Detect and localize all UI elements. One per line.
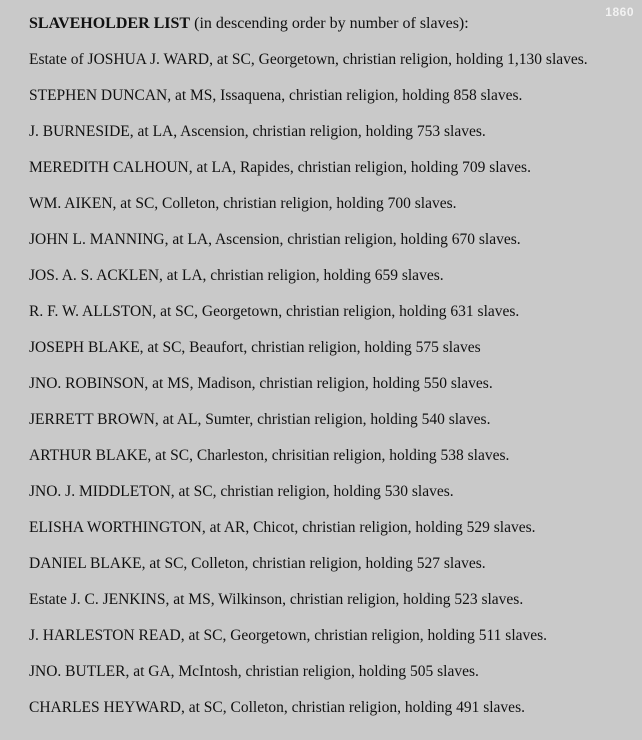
list-item: JOS. A. S. ACKLEN, at LA, christian religion, holding 659 slaves.	[29, 267, 444, 284]
list-heading	[29, 14, 469, 34]
list-item: Estate J. C. JENKINS, at MS, Wilkinson, christian religion, holding 523 slaves.	[29, 591, 524, 608]
list-item: DANIEL BLAKE, at SC, Colleton, christian religion, holding 527 slaves.	[29, 555, 486, 572]
list-item: JOHN L. MANNING, at LA, Ascension, christian religion, holding 670 slaves.	[29, 231, 521, 248]
list-item: Estate of JOSHUA J. WARD, at SC, Georgetown, christian religion, holding 1,130 slaves.	[29, 51, 588, 68]
list-item: STEPHEN DUNCAN, at MS, Issaquena, christian religion, holding 858 slaves.	[29, 87, 523, 104]
list-item: MEREDITH CALHOUN, at LA, Rapides, christian religion, holding 709 slaves.	[29, 159, 531, 176]
list-item: J. BURNESIDE, at LA, Ascension, christian religion, holding 753 slaves.	[29, 123, 486, 140]
list-item: CHARLES HEYWARD, at SC, Colleton, christian religion, holding 491 slaves.	[29, 699, 525, 716]
list-item: ELISHA WORTHINGTON, at AR, Chicot, christian religion, holding 529 slaves.	[29, 519, 536, 536]
list-item: J. HARLESTON READ, at SC, Georgetown, christian religion, holding 511 slaves.	[29, 627, 548, 644]
list-subtitle: (in descending order by number of slaves):	[190, 15, 469, 32]
list-item: ARTHUR BLAKE, at SC, Charleston, chrisitian religion, holding 538 slaves.	[29, 447, 510, 464]
list-item: WM. AIKEN, at SC, Colleton, christian religion, holding 700 slaves.	[29, 195, 457, 212]
list-item: R. F. W. ALLSTON, at SC, Georgetown, christian religion, holding 631 slaves.	[29, 303, 520, 320]
list-item: JNO. ROBINSON, at MS, Madison, christian religion, holding 550 slaves.	[29, 375, 493, 392]
list-item: JOSEPH BLAKE, at SC, Beaufort, christian religion, holding 575 slaves	[29, 339, 481, 356]
list-title: SLAVEHOLDER LIST	[29, 15, 191, 32]
list-item: JNO. BUTLER, at GA, McIntosh, christian religion, holding 505 slaves.	[29, 663, 479, 680]
list-item: JNO. J. MIDDLETON, at SC, christian religion, holding 530 slaves.	[29, 483, 454, 500]
list-item: JERRETT BROWN, at AL, Sumter, christian religion, holding 540 slaves.	[29, 411, 491, 428]
year-label: 1860	[605, 5, 634, 19]
slaveholder-list	[29, 50, 588, 734]
